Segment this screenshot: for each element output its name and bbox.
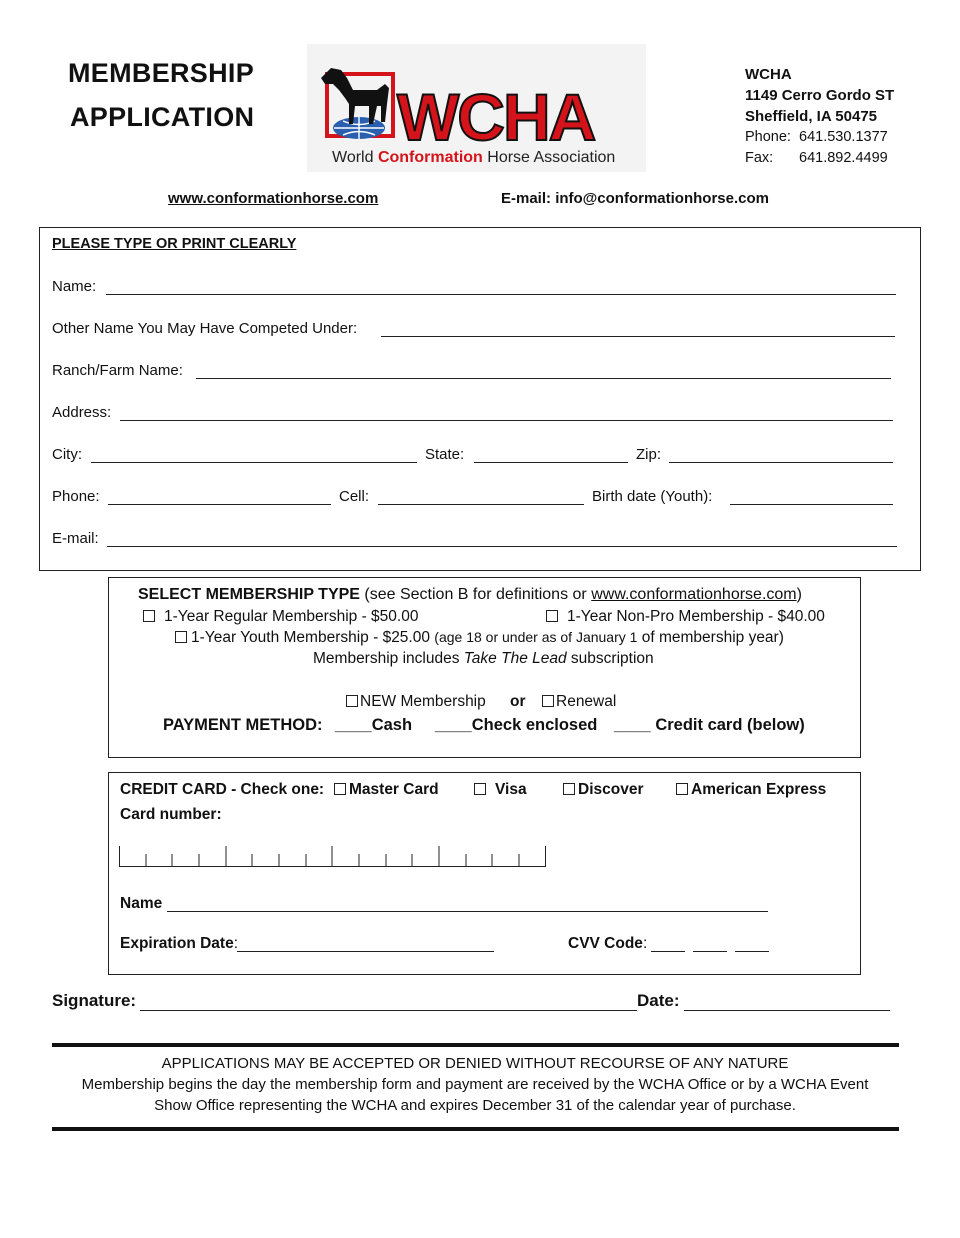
zip-field[interactable] xyxy=(669,462,893,463)
address-field[interactable] xyxy=(120,420,893,421)
nonpro-membership-option[interactable]: 1-Year Non-Pro Membership - $40.00 xyxy=(546,608,825,626)
footer-line-3: Show Office representing the WCHA and expires December 31 of the calendar year of purchase. xyxy=(154,1097,796,1114)
phone-field[interactable] xyxy=(108,504,331,505)
payment-method-label: PAYMENT METHOD: xyxy=(163,716,323,734)
other-name-field[interactable] xyxy=(381,336,895,337)
youth-membership-option[interactable]: 1-Year Youth Membership - $25.00 (age 18 or under as of January 1 of membership year) xyxy=(175,629,784,647)
card-digit-dividers xyxy=(119,846,547,867)
name-field[interactable] xyxy=(106,294,896,295)
youth-checkbox[interactable] xyxy=(175,631,187,643)
signature-label: Signature: xyxy=(52,991,137,1010)
date-field[interactable] xyxy=(684,1010,890,1011)
footer-line-2: Membership begins the day the membership form and payment are received by the WCHA Office or by a WCHA Event xyxy=(81,1076,869,1093)
visa-checkbox[interactable] xyxy=(474,783,486,795)
cvv-digit-3[interactable] xyxy=(735,951,769,952)
svg-text:World Conformation Horse Assoc: World Conformation Horse Association xyxy=(332,149,616,166)
signature-field[interactable] xyxy=(140,1010,637,1011)
phone-value: 641.530.1377 xyxy=(799,129,888,145)
fax-label: Fax: xyxy=(745,150,774,166)
date-label: Date: xyxy=(637,991,680,1010)
ranch-label: Ranch/Farm Name: xyxy=(52,362,183,379)
membership-heading: SELECT MEMBERSHIP TYPE (see Section B for definitions or www.conformationhorse.com) xyxy=(138,586,802,603)
discover-option[interactable]: Discover xyxy=(563,781,643,799)
address-block xyxy=(745,64,894,169)
or-label: or xyxy=(510,693,526,710)
contact-email xyxy=(501,190,769,207)
cell-label: Cell: xyxy=(339,488,370,505)
amex-option[interactable]: American Express xyxy=(676,781,826,799)
city-label: City: xyxy=(52,446,82,463)
discover-checkbox[interactable] xyxy=(563,783,575,795)
cardholder-name-label: Name xyxy=(120,895,163,912)
name-label: Name: xyxy=(52,278,97,295)
footer-line-1: APPLICATIONS MAY BE ACCEPTED OR DENIED WITHOUT RECOURSE OF ANY NATURE xyxy=(161,1055,789,1072)
check-option[interactable]: ____Check enclosed xyxy=(435,716,598,734)
membership-includes-note: Membership includes Take The Lead subscription xyxy=(313,650,654,667)
master-card-checkbox[interactable] xyxy=(334,783,346,795)
renewal-checkbox[interactable] xyxy=(542,695,554,707)
expiration-field[interactable] xyxy=(237,951,494,952)
cardholder-name-field[interactable] xyxy=(167,911,768,912)
card-number-field[interactable] xyxy=(119,846,546,867)
renewal-option[interactable]: Renewal xyxy=(542,693,616,711)
state-label: State: xyxy=(425,446,465,463)
master-card-option[interactable]: Master Card xyxy=(334,781,439,799)
footer-notice xyxy=(40,1053,910,1116)
org-name: WCHA xyxy=(745,66,792,83)
nonpro-checkbox[interactable] xyxy=(546,610,558,622)
cvv-digit-1[interactable] xyxy=(651,951,685,952)
new-membership-option[interactable]: NEW Membership xyxy=(346,693,486,711)
regular-checkbox[interactable] xyxy=(143,610,155,622)
email-field-label: E-mail: xyxy=(52,530,99,547)
other-name-label: Other Name You May Have Competed Under: xyxy=(52,320,358,337)
print-clearly-heading: PLEASE TYPE OR PRINT CLEARLY xyxy=(52,236,297,252)
cvv-digit-2[interactable] xyxy=(693,951,727,952)
birth-date-field[interactable] xyxy=(730,504,893,505)
ranch-field[interactable] xyxy=(196,378,891,379)
city-state-zip: Sheffield, IA 50475 xyxy=(745,108,877,125)
amex-checkbox[interactable] xyxy=(676,783,688,795)
fax-value: 641.892.4499 xyxy=(799,150,888,166)
email-link[interactable]: info@conformationhorse.com xyxy=(555,190,769,207)
phone-label: Phone: xyxy=(52,488,100,505)
personal-info-section xyxy=(39,227,921,571)
footer-bottom-rule xyxy=(52,1127,899,1131)
website-link[interactable]: www.conformationhorse.com xyxy=(168,190,379,207)
definitions-link[interactable]: www.conformationhorse.com xyxy=(591,586,797,603)
address-label: Address: xyxy=(52,404,112,421)
cvv-label: CVV Code: xyxy=(568,935,648,952)
phone-label: Phone: xyxy=(745,129,791,145)
horse-globe-icon xyxy=(307,44,646,172)
card-number-label: Card number: xyxy=(120,806,222,823)
cell-field[interactable] xyxy=(378,504,584,505)
street: 1149 Cerro Gordo ST xyxy=(745,87,895,104)
regular-membership-option[interactable]: 1-Year Regular Membership - $50.00 xyxy=(143,608,418,626)
credit-card-option[interactable]: ____ Credit card (below) xyxy=(614,716,805,734)
credit-card-heading: CREDIT CARD - Check one: xyxy=(120,781,325,798)
zip-label: Zip: xyxy=(636,446,662,463)
footer-top-rule xyxy=(52,1043,899,1047)
state-field[interactable] xyxy=(474,462,628,463)
email-label: E-mail: xyxy=(501,190,552,207)
title-line-2: APPLICATION xyxy=(70,102,255,132)
title-line-1: MEMBERSHIP xyxy=(68,58,255,88)
visa-option[interactable]: Visa xyxy=(474,781,527,799)
new-checkbox[interactable] xyxy=(346,695,358,707)
email-field[interactable] xyxy=(107,546,897,547)
city-field[interactable] xyxy=(91,462,417,463)
expiration-label: Expiration Date: xyxy=(120,935,239,952)
birth-date-label: Birth date (Youth): xyxy=(592,488,713,505)
cash-option[interactable]: ____Cash xyxy=(335,716,413,734)
svg-text:WCHA: WCHA xyxy=(397,80,595,154)
wcha-logo xyxy=(307,44,646,172)
